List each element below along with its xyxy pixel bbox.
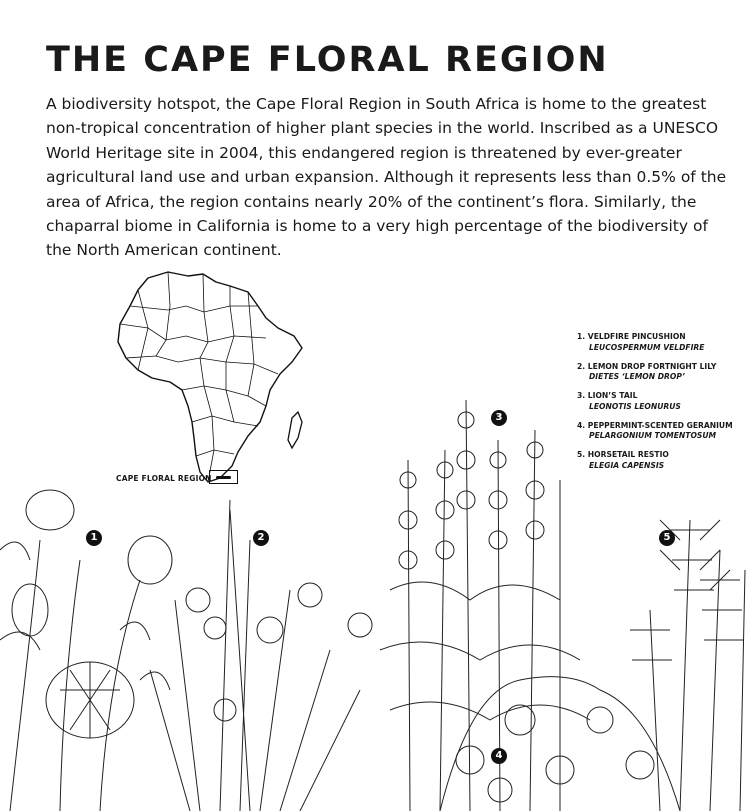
intro-line: area of Africa, the region contains nearly 20% of the continent’s flora. Similarly, the xyxy=(46,192,697,211)
legend-latin-name: PELARGONIUM TOMENTOSUM xyxy=(589,431,717,440)
plant-marker-4: 4 xyxy=(491,748,507,764)
legend-latin-name: LEUCOSPERMUM VELDFIRE xyxy=(589,342,705,352)
restio-plant xyxy=(630,520,745,811)
legend-item xyxy=(577,362,747,383)
lily-plant xyxy=(150,500,372,811)
intro-line: the North American continent. xyxy=(46,241,282,260)
intro-paragraph xyxy=(46,92,736,263)
intro-line: chaparral biome in California is home to a very high percentage of the biodiversity of xyxy=(46,217,708,236)
intro-line: non-tropical concentration of higher plant species in the world. Inscribed as a UNESCO xyxy=(46,119,719,138)
legend-common-name: 2. LEMON DROP FORTNIGHT LILY xyxy=(577,361,717,371)
map-label: CAPE FLORAL REGION xyxy=(116,474,212,483)
plant-marker-2: 2 xyxy=(253,530,269,546)
intro-line: World Heritage site in 2004, this endangered region is threatened by ever-greater xyxy=(46,143,682,162)
legend-common-name: 1. VELDFIRE PINCUSHION xyxy=(577,332,686,341)
legend-latin-name: LEONOTIS LEONURUS xyxy=(589,401,681,411)
legend-common-name: 5. HORSETAIL RESTIO xyxy=(577,450,669,459)
legend-common-name: 4. PEPPERMINT-SCENTED GERANIUM xyxy=(577,420,733,430)
botanical-illustration xyxy=(0,390,750,811)
intro-line: A biodiversity hotspot, the Cape Floral Region in South Africa is home to the greatest xyxy=(46,95,707,113)
page-title: THE CAPE FLORAL REGION xyxy=(46,40,609,80)
intro-line: agricultural land use and urban expansion. Although it represents less than 0.5% of the xyxy=(46,168,727,187)
plant-marker-5: 5 xyxy=(659,530,675,546)
lions-tail-plant xyxy=(380,400,590,811)
legend-latin-name: DIETES ‘LEMON DROP’ xyxy=(589,372,685,381)
legend-latin-name: ELEGIA CAPENSIS xyxy=(589,460,665,470)
plant-marker-1: 1 xyxy=(86,530,102,546)
legend-common-name: 3. LION’S TAIL xyxy=(577,391,638,400)
plant-marker-3: 3 xyxy=(491,410,507,426)
legend-item xyxy=(577,332,747,353)
